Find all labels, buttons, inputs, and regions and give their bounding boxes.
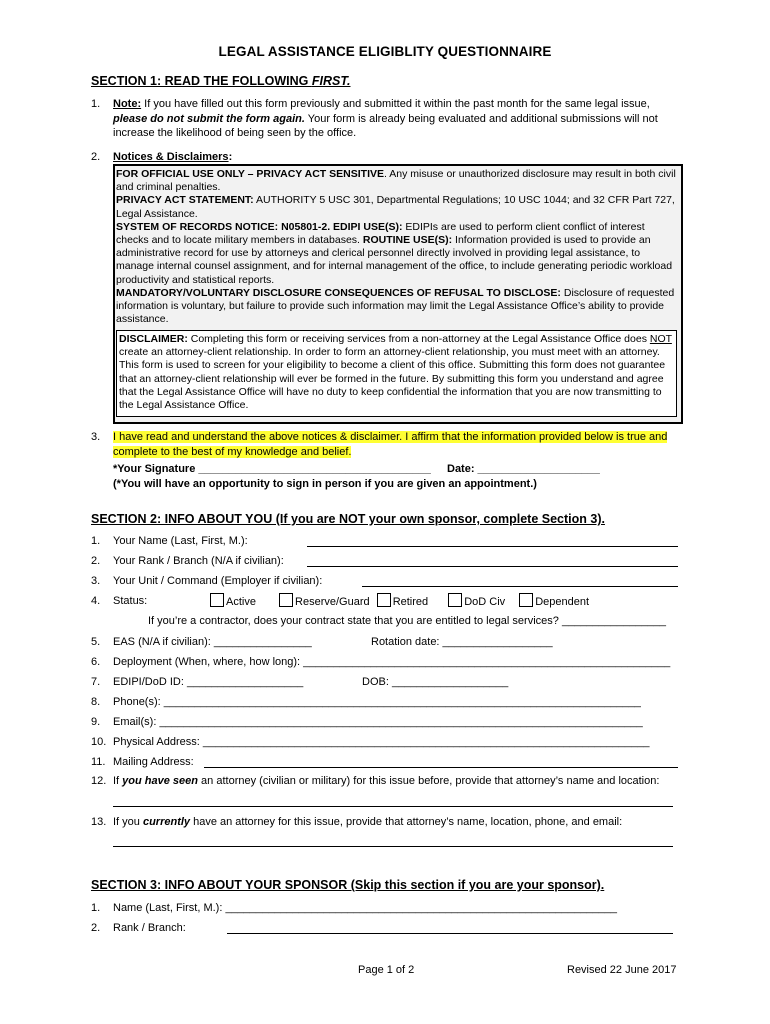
date-field[interactable]: Date: ____________________ [447,463,600,475]
s3-item2-number: 2. [91,922,101,934]
s2-item10-number: 10. [91,736,107,748]
current-attorney-text-b: have an attorney for this issue, provide that attorney’s name, location, phone, and email: [190,816,623,828]
section1-heading-text: SECTION 1: READ THE FOLLOWING [91,74,312,88]
disclaimer-text-a: Completing this form or receiving services from a non-attorney at the Legal Assistance Office does [187,333,650,345]
s2-item6-number: 6. [91,656,101,668]
phone-field[interactable]: Phone(s): ______________________________________________________________________________ [113,696,641,708]
status-retired[interactable] [377,596,428,608]
note-text-b: Your form is already being evaluated and additional submissions will not increase the likelihood of being seen by the office. [113,112,658,139]
sponsor-rank-label: Rank / Branch: [113,922,186,934]
s2-item4-number: 4. [91,595,101,607]
status-dodciv-label: DoD Civ [464,596,506,608]
affirmation [113,430,678,459]
dob-field[interactable]: DOB: ___________________ [362,676,509,688]
s2-item7-number: 7. [91,676,101,688]
status-reserve[interactable] [279,596,370,608]
sorn-text: EDIPIs are used to perform client conflict of interest checks and to locate military members in databases. [116,220,645,247]
prior-attorney-text-a: If [113,775,123,787]
rank-branch-label: Your Rank / Branch (N/A if civilian): [113,555,284,567]
s2-item1-number: 1. [91,535,101,547]
status-label: Status: [113,595,148,607]
rank-branch-input[interactable] [307,566,678,567]
s2-item3-number: 3. [91,575,101,587]
deployment-field[interactable]: Deployment (When, where, how long): ____________________________________________________________ [113,656,671,668]
s2-item12-number: 12. [91,775,107,787]
mandatory-disclosure-text: Disclosure of requested information is voluntary, but failure to provide such information may limit the Legal Assistance Office’s ability to provide assistance. [116,286,675,326]
current-attorney-question [113,816,622,828]
edipi-field[interactable]: EDIPI/DoD ID: ___________________ [113,676,304,688]
notices-colon: : [228,151,233,163]
current-attorney-emphasis: currently [142,816,191,828]
note-emphasis: please do not submit the form again. [113,112,305,125]
note-text-a: If you have filled out this form previously and submitted it within the past month for the same legal issue, [141,98,650,110]
signature-field[interactable]: *Your Signature ______________________________________ [113,463,431,475]
status-dependent-checkbox[interactable] [519,593,533,607]
prior-attorney-text-b: an attorney (civilian or military) for this issue before, provide that attorney’s name and location: [198,775,660,787]
privacy-act-text: AUTHORITY 5 USC 301, Departmental Regulations; 10 USC 1044; and 32 CFR Part 727, Legal Assistance. [116,194,675,220]
eas-field[interactable]: EAS (N/A if civilian): ________________ [113,636,312,648]
status-dependent-label: Dependent [535,596,590,608]
s2-item2-number: 2. [91,555,101,567]
page-number: Page 1 of 2 [358,964,415,976]
unit-command-label: Your Unit / Command (Employer if civilian): [113,575,323,587]
note-label: Note: [113,98,142,110]
sorn-label: SYSTEM OF RECORDS NOTICE: N05801-2. EDIPI USE(S): [116,220,403,233]
signature-note: (*You will have an opportunity to sign in person if you are given an appointment.) [113,478,537,490]
status-active-label: Active [226,596,256,608]
routine-use-label: ROUTINE USE(S): [362,234,453,247]
s2-item8-number: 8. [91,696,101,708]
s3-item1-number: 1. [91,902,101,914]
privacy-act-label: PRIVACY ACT STATEMENT: [116,194,254,207]
routine-use-text: Information provided is used to provide an administrative record for use by attorneys and clerical personnel directly involved in providing legal assistance, to manage internal counsel assignment, and for internal management of the office, to include generating periodic workload productivity and statistical reports. [116,234,673,286]
email-field[interactable]: Email(s): _______________________________________________________________________________ [113,716,643,728]
item1-note [113,97,683,141]
prior-attorney-input[interactable] [113,806,673,807]
item3-number: 3. [91,431,101,443]
s2-item11-number: 11. [91,756,106,768]
page-title: LEGAL ASSISTANCE ELIGIBLITY QUESTIONNAIRE [218,44,552,59]
notices-heading [113,151,232,163]
s2-item9-number: 9. [91,716,101,728]
physical-address-field[interactable]: Physical Address: _________________________________________________________________________ [113,736,650,748]
s2-item5-number: 5. [91,636,101,648]
affirmation-text: I have read and understand the above notices & disclaimer. I affirm that the information provided below is true and complete to the best of my knowledge and belief. [113,431,668,458]
your-name-label: Your Name (Last, First, M.): [113,535,248,547]
prior-attorney-emphasis: you have seen [122,775,198,787]
fouo-label: FOR OFFICIAL USE ONLY – PRIVACY ACT SENSITIVE [116,168,384,180]
status-dependent[interactable] [519,596,589,608]
status-reserve-label: Reserve/Guard [295,596,370,608]
section3-heading: SECTION 3: INFO ABOUT YOUR SPONSOR (Skip this section if you are your sponsor). [91,878,605,892]
mandatory-disclosure-label: MANDATORY/VOLUNTARY DISCLOSURE CONSEQUENCES OF REFUSAL TO DISCLOSE: [116,286,561,299]
disclaimer-not: NOT [649,333,672,345]
section2-heading: SECTION 2: INFO ABOUT YOU (If you are NOT your own sponsor, complete Section 3). [91,512,605,526]
revision-date: Revised 22 June 2017 [567,964,677,976]
status-options [210,593,589,608]
current-attorney-text-a: If you [113,816,143,828]
prior-attorney-question [113,775,659,787]
status-retired-checkbox[interactable] [377,593,391,607]
sponsor-rank-input[interactable] [227,933,673,934]
status-dodciv[interactable] [448,596,505,608]
status-reserve-checkbox[interactable] [279,593,293,607]
disclaimer-text-b: create an attorney-client relationship. In order to form an attorney-client relationship, you must meet with an attorney. This form is used to screen for your eligibility to become a client of this office. Submitting this form does not guarantee that an attorney-client relationship will ever be formed in the future. By submitting this form you understand and agree that the Legal Assistance Office will have no duty to keep confidential the information that you are now transmitting to the Legal Assistance Office. [119,346,666,412]
fouo-text: . Any misuse or unauthorized disclosure may result in both civil and criminal penalties. [116,168,676,194]
notices-label: Notices & Disclaimers [113,151,229,163]
status-dodciv-checkbox[interactable] [448,593,462,607]
mailing-address-label: Mailing Address: [113,756,194,768]
s2-item13-number: 13. [91,816,107,828]
section1-heading [91,74,351,88]
mailing-address-input[interactable] [204,767,678,768]
unit-command-input[interactable] [362,586,678,587]
rotation-date-field[interactable]: Rotation date: __________________ [371,636,553,648]
current-attorney-input[interactable] [113,846,673,847]
item2-number: 2. [91,151,101,163]
section1-heading-emphasis: FIRST. [311,74,351,88]
your-name-input[interactable] [307,546,678,547]
status-active[interactable] [210,596,256,608]
sponsor-name-field[interactable]: Name (Last, First, M.): ________________________________________________________________ [113,902,617,914]
disclaimer [119,333,675,412]
contractor-question[interactable]: If you’re a contractor, does your contract state that you are entitled to legal services? _________________ [148,615,666,627]
item1-number: 1. [91,98,101,110]
status-retired-label: Retired [392,596,429,608]
status-active-checkbox[interactable] [210,593,224,607]
disclaimer-label: DISCLAIMER: [119,333,188,345]
privacy-notices [116,168,676,326]
